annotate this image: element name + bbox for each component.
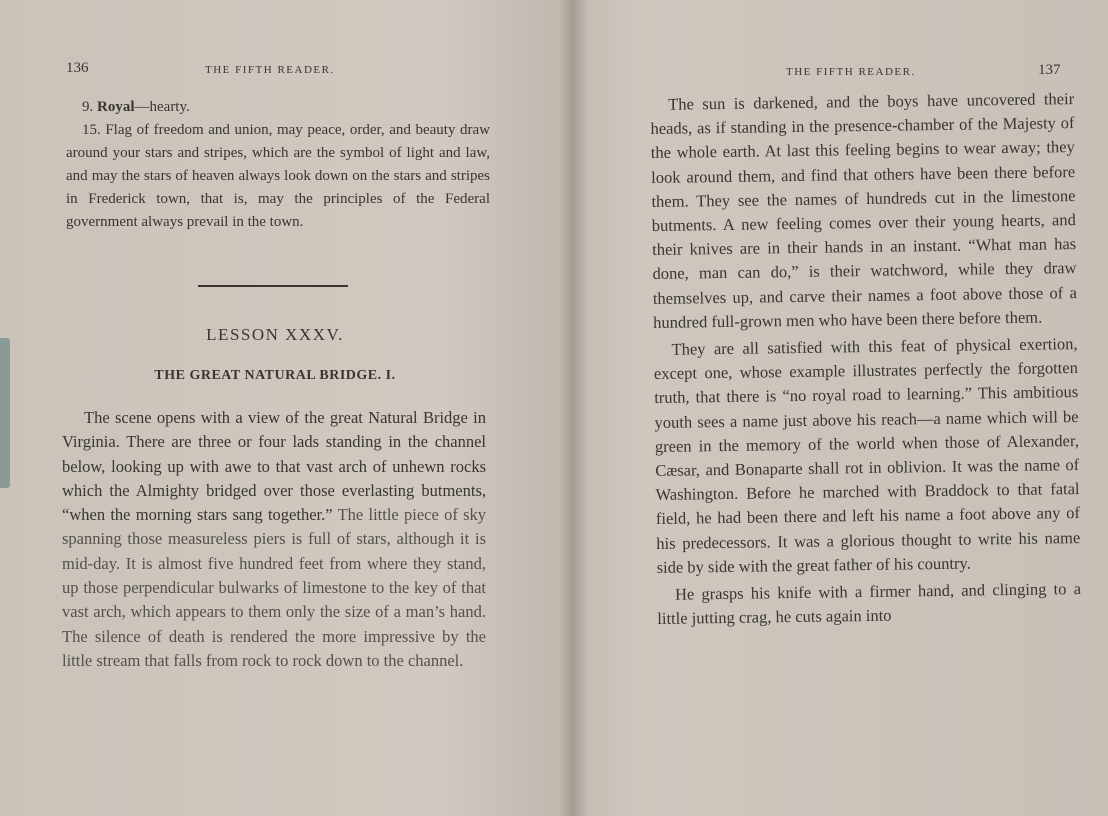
note-text: Flag of freedom and union, may peace, order, and beauty draw around your stars and stripes, which are the symbol of light and law, and may the stars of heaven always look down on the stars and stripes in Frederick town, that is, may the principles of the Federal government always prevail in the town. bbox=[66, 122, 491, 230]
note-9 bbox=[66, 96, 490, 119]
paragraph-text: The scene opens with a view of the great Natural Bridge in Virginia. There are three or four lads standing in the channel below, looking up with awe to that vast arch of unhewn rocks which the Almighty bridged over those everlasting butments, “when the morning stars sang together.” bbox=[62, 408, 486, 525]
lesson-title: THE GREAT NATURAL BRIDGE. I. bbox=[154, 368, 396, 383]
note-term: Royal bbox=[97, 99, 135, 115]
book-gutter bbox=[560, 0, 586, 816]
note-number: 15. bbox=[82, 122, 101, 138]
note-text: —hearty. bbox=[134, 99, 190, 115]
paragraph: The sun is darkened, and the boys have uncovered their heads, as if standing in the presence-chamber of the Majesty of the whole earth. At last this feeling begins to wear away; they look around them, and find that others have been there before them. They see the names of hundreds cut in the limestone butments. A new feeling comes over their young hearts, and their knives are in their hands in an instant. “What man has done, man can do,” is their watchword, while they draw themselves up, and carve their names a foot above those of a hundred full-grown men who have been there before them. bbox=[650, 89, 1077, 332]
right-page bbox=[586, 0, 1108, 816]
paragraph: They are all satisfied with this feat of physical exertion, except one, whose example illustrates perfectly the forgotten truth, that there is “no royal road to learning.” This ambitious youth sees a name just above his reach—a name which will be green in the memory of the world when those of Alexander, Cæsar, and Bonaparte shall rot in oblivion. It was the name of Washington. Before he marched with Braddock to that fatal field, he had been there and left his name a foot above any of his predecessors. It was a glorious thought to write his name side by side with the great father of his country. bbox=[653, 334, 1081, 577]
right-running-head: THE FIFTH READER. bbox=[786, 66, 916, 78]
paragraph: He grasps his knife with a firmer hand, and clinging to a little jutting crag, he cuts again into bbox=[657, 579, 1082, 629]
note-15 bbox=[66, 119, 490, 234]
section-divider bbox=[198, 285, 348, 287]
paragraph bbox=[62, 406, 486, 673]
left-running-head: THE FIFTH READER. bbox=[205, 64, 335, 76]
right-page-number: 137 bbox=[1038, 62, 1061, 78]
right-body-text bbox=[650, 87, 1081, 631]
paragraph-text: The little piece of sky spanning those measureless piers is full of stars, although it is mid-day. It is almost five hundred feet from where they stand, up those perpendicular bulwarks of limestone to the key of that vast arch, which appears to them only the size of a man’s hand. The silence of death is rendered the more impressive by the little stream that falls from rock to rock down to the channel. bbox=[62, 505, 487, 670]
footnotes bbox=[66, 96, 490, 234]
lesson-heading: LESSON XXXV. bbox=[206, 325, 344, 344]
left-body-text bbox=[62, 406, 486, 673]
left-page-number: 136 bbox=[66, 60, 89, 76]
note-number: 9. bbox=[82, 99, 94, 115]
